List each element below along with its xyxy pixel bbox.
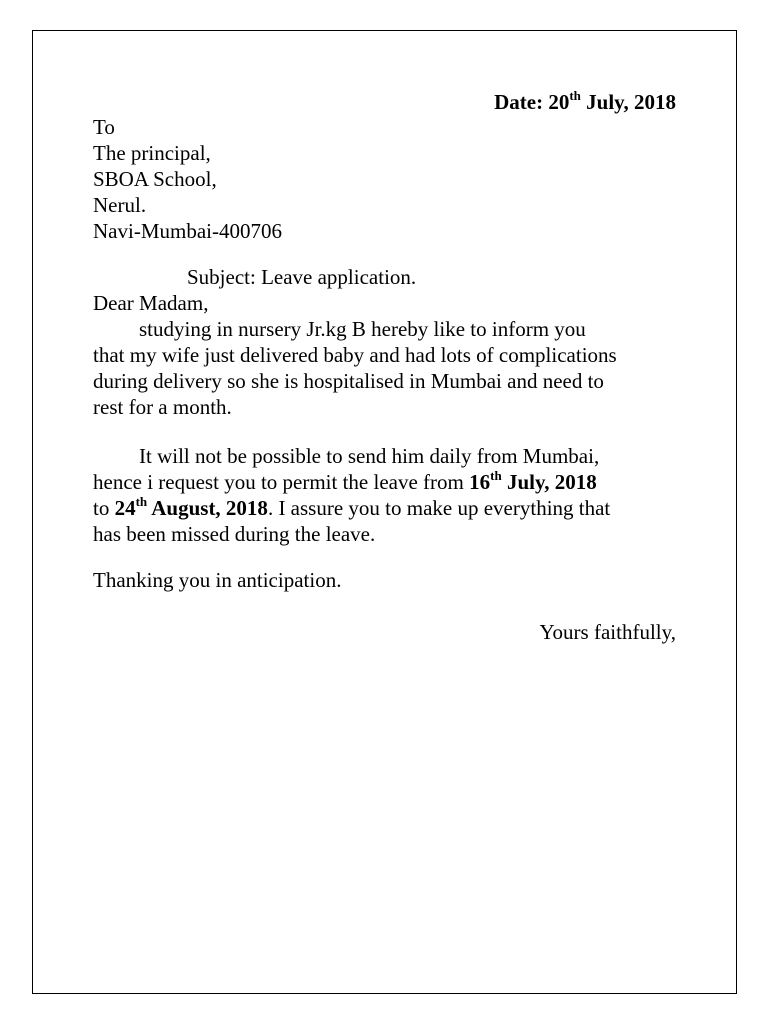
para2-line-1: It will not be possible to send him daily from Mumbai, (139, 444, 600, 468)
date-line (494, 89, 676, 115)
date-superscript: th (569, 88, 581, 103)
subject-line: Subject: Leave application. (187, 265, 417, 289)
para2-line-3-prefix: to (93, 496, 115, 520)
address-line-1: The principal, (93, 141, 211, 165)
closing-thanks: Thanking you in anticipation. (93, 568, 342, 592)
para1-line-3: during delivery so she is hospitalised in Mumbai and need to (93, 369, 604, 393)
para1-line-1: studying in nursery Jr.kg B hereby like to inform you (139, 317, 586, 341)
para2-line-2-text: hence i request you to permit the leave from (93, 470, 470, 494)
para2-line-2 (93, 469, 597, 495)
address-line-3: Nerul. (93, 193, 147, 217)
leave-to-rest: August, 2018 (147, 496, 268, 520)
para2-line-4: has been missed during the leave. (93, 522, 376, 546)
leave-from-superscript: th (490, 468, 502, 483)
para2-line-3-suffix: . I assure you to make up everything that (267, 496, 611, 520)
salutation: Dear Madam, (93, 291, 209, 315)
leave-to-superscript: th (135, 494, 148, 509)
leave-to-day: 24 (114, 496, 136, 520)
sign-off: Yours faithfully, (539, 620, 676, 644)
address-line-2: SBOA School, (93, 167, 217, 191)
date-rest: July, 2018 (580, 90, 676, 114)
para1-line-2: that my wife just delivered baby and had lots of complications (93, 343, 617, 367)
para1-line-4: rest for a month. (93, 395, 232, 419)
para2-line-3 (93, 495, 610, 521)
leave-from-rest: July, 2018 (501, 470, 597, 494)
date-label: Date: 20 (494, 90, 570, 114)
address-to: To (93, 115, 115, 139)
leave-from-day: 16 (469, 470, 491, 494)
address-line-4: Navi-Mumbai-400706 (93, 219, 282, 243)
